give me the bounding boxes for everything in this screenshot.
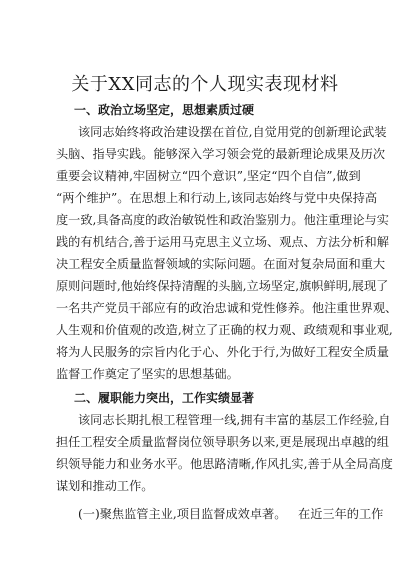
paragraph-line: 该同志长期扎根工程管理一线,拥有丰富的基层工作经验,自 (78, 413, 391, 427)
paragraph-line: 人生观和价值观的改造,树立了正确的权力观、政绩观和事业观, (56, 323, 393, 337)
document-title: 关于XX同志的个人现实表现材料 (71, 74, 339, 95)
paragraph-line: 谋划和推动工作。 (56, 479, 154, 493)
paragraph-line: 织领导能力和业务水平。他思路清晰,作风扎实,善于从全局高度 (56, 457, 393, 471)
section-heading-1: 一、政治立场坚定，思想素质过硬 (74, 103, 255, 117)
paragraph-line: 头脑、指导实践。能够深入学习领会党的最新理论成果及历次 (56, 147, 386, 161)
paragraph-line: 该同志始终将政治建设摆在首位,自觉用党的创新理论武装 (78, 125, 387, 139)
paragraph-line: 担任工程安全质量监督岗位领导职务以来,更是展现出卓越的组 (56, 435, 389, 449)
subsection-heading-1: (一)聚焦监管主业,项目监督成效卓著。 在近三年的工作 (78, 507, 384, 521)
paragraph-line: 践的有机结合,善于运用马克思主义立场、观点、方法分析和解 (56, 235, 389, 249)
paragraph-line: “两个维护”。在思想上和行动上,该同志始终与党中央保持高 (56, 191, 378, 205)
paragraph-line: 原则问题时,他始终保持清醒的头脑,立场坚定,旗帜鲜明,展现了 (56, 279, 389, 293)
paragraph-line: 一名共产党员干部应有的政治忠诚和党性修养。他注重世界观、 (56, 301, 398, 315)
paragraph-line: 重要会议精神,牢固树立“四个意识”,坚定“四个自信”,做到 (56, 169, 361, 183)
section-heading-2: 二、履职能力突出，工作实绩显著 (74, 391, 255, 405)
paragraph-line: 决工程安全质量监督领域的实际问题。在面对复杂局面和重大 (56, 257, 386, 271)
paragraph-line: 监督工作奠定了坚实的思想基础。 (56, 367, 239, 381)
paragraph-line: 将为人民服务的宗旨内化于心、外化于行,为做好工程安全质量 (56, 345, 389, 359)
paragraph-line: 度一致,具备高度的政治敏锐性和政治鉴别力。他注重理论与实 (56, 213, 389, 227)
